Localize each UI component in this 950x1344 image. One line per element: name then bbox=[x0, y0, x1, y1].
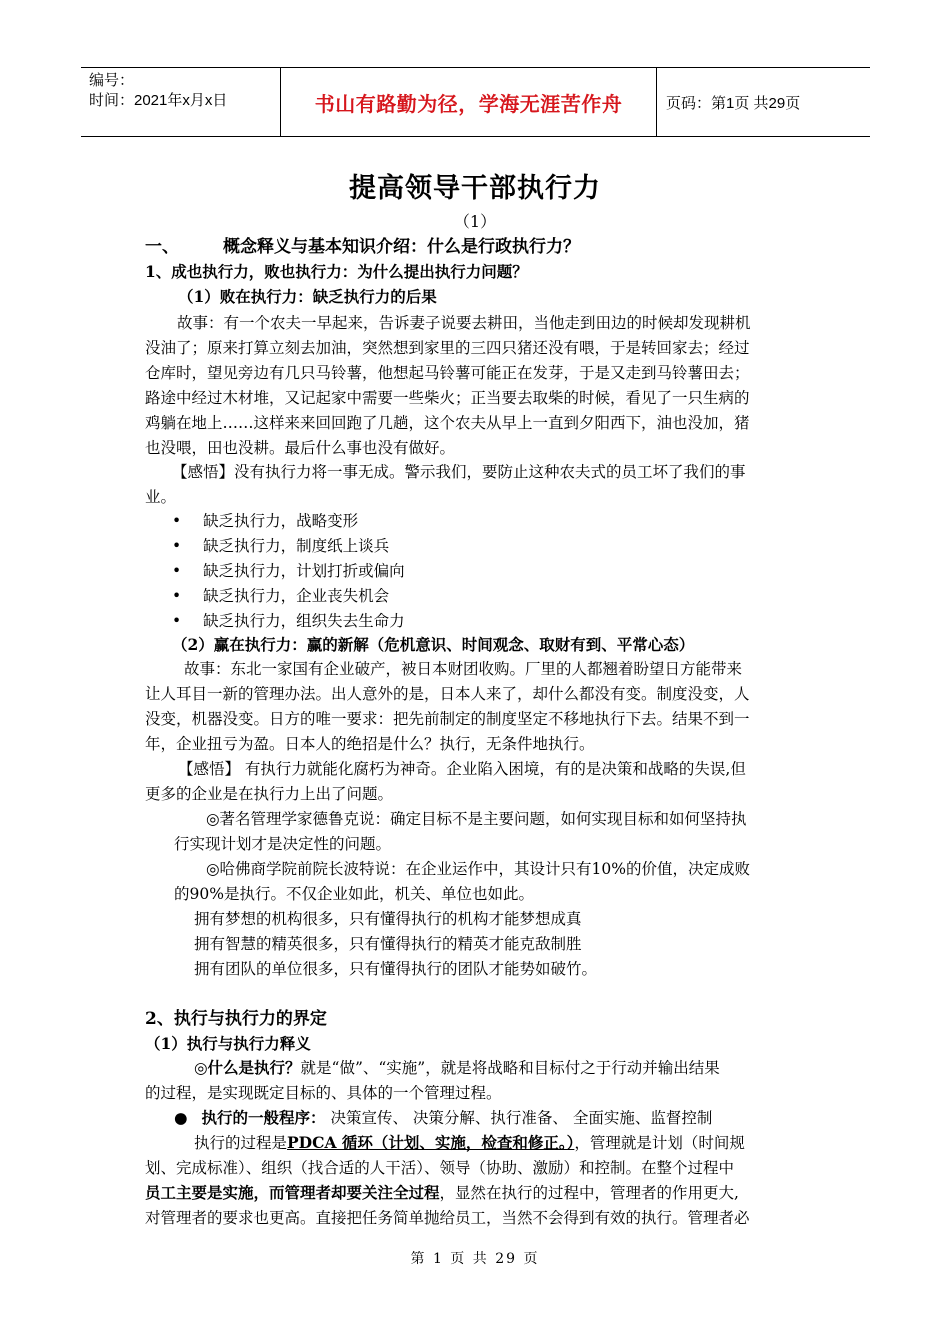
bullet-item: • 缺乏执行力，企业丧失机会 bbox=[172, 587, 390, 605]
header-motto: 书山有路勤为径，学海无涯苦作舟 bbox=[281, 68, 657, 136]
subheading-1-2: （2）赢在执行力：赢的新解（危机意识、时间观念、取财有到、平常心态） bbox=[172, 635, 695, 654]
saying-line: 拥有团队的单位很多，只有懂得执行的团队才能势如破竹。 bbox=[194, 960, 598, 978]
paragraph-line: 员工主要是实施，而管理者却要关注全过程，显然在执行的过程中，管理者的作用更大, bbox=[145, 1183, 739, 1202]
subheading-2-1: （1）执行与执行力释义 bbox=[145, 1034, 311, 1053]
quote-drucker: ◎著名管理学家德鲁克说：确定目标不是主要问题，如何实现目标和如何坚持执 bbox=[206, 810, 747, 828]
story1-line: 路途中经过木材堆，又记起家中需要一些柴火；正当要去取柴的时候，看见了一只生病的 bbox=[145, 389, 750, 407]
bullet-item: • 缺乏执行力，组织失去生命力 bbox=[172, 612, 405, 630]
bullet-icon: • bbox=[172, 562, 182, 580]
bullet-icon: • bbox=[172, 612, 182, 630]
bullet-item: • 缺乏执行力，计划打折或偏向 bbox=[172, 562, 405, 580]
story1-line: 仓库时，望见旁边有几只马铃薯，他想起马铃薯可能正在发芽，于是又走到马铃薯田去； bbox=[145, 364, 750, 382]
definition-bold: ◎什么是执行？ bbox=[194, 1058, 301, 1077]
bullet-icon: ● bbox=[174, 1109, 188, 1127]
story1-line: 也没喂，田也没耕。最后什么事也没有做好。 bbox=[145, 439, 456, 457]
section-2-heading: 2、执行与执行力的界定 bbox=[145, 1009, 327, 1029]
document-time-label: 时间：2021年x月x日 bbox=[89, 92, 228, 109]
subheading-1-1: （1）败在执行力：缺乏执行力的后果 bbox=[178, 287, 437, 306]
story1-line: 鸡躺在地上……这样来来回回跑了几趟，这个农夫从早上一直到夕阳西下，油也没加，猪 bbox=[145, 414, 750, 432]
bullet-icon: • bbox=[172, 512, 182, 530]
subheading-1: 1、成也执行力，败也执行力：为什么提出执行力问题？ bbox=[145, 262, 528, 281]
header-table bbox=[81, 67, 870, 137]
bullet-icon: • bbox=[172, 537, 182, 555]
paragraph-line: 对管理者的要求也更高。直接把任务简单抛给员工，当然不会得到有效的执行。管理者必 bbox=[145, 1209, 750, 1227]
definition-line: ◎什么是执行？就是“做”、“实施”，就是将战略和目标付之于行动并输出结果 bbox=[194, 1058, 720, 1077]
emphasis-text: 员工主要是实施，而管理者却要关注全过程 bbox=[145, 1183, 440, 1202]
bullet-item: • 缺乏执行力，制度纸上谈兵 bbox=[172, 537, 390, 555]
insight2-line: 【感悟】 有执行力就能化腐朽为神奇。企业陷入困境，有的是决策和战略的失误,但 bbox=[178, 760, 746, 778]
insight2-line: 更多的企业是在执行力上出了问题。 bbox=[145, 785, 394, 803]
document-subtitle: （1） bbox=[453, 212, 497, 231]
bullet-icon: • bbox=[172, 587, 182, 605]
insight1-line: 【感悟】没有执行力将一事无成。警示我们，要防止这种农夫式的员工坏了我们的事 bbox=[172, 463, 746, 481]
section-1-title: 概念释义与基本知识介绍：什么是行政执行力？ bbox=[223, 237, 580, 257]
definition-line: 的过程，是实现既定目标的、具体的一个管理过程。 bbox=[145, 1084, 502, 1102]
header-meta-cell bbox=[81, 68, 281, 136]
saying-line: 拥有梦想的机构很多，只有懂得执行的机构才能梦想成真 bbox=[194, 910, 582, 928]
story2-line: 没变，机器没变。日方的唯一要求：把先前制定的制度坚定不移地执行下去。结果不到一 bbox=[145, 710, 750, 728]
story1-line: 故事：有一个农夫一早起来，告诉妻子说要去耕田，当他走到田边的时候却发现耕机 bbox=[177, 314, 751, 332]
document-title: 提高领导干部执行力 bbox=[349, 173, 601, 204]
procedure-line: ● 执行的一般程序： 决策宣传、 决策分解、执行准备、 全面实施、监督控制 bbox=[174, 1108, 713, 1127]
story2-line: 年，企业扭亏为盈。日本人的绝招是什么？执行，无条件地执行。 bbox=[145, 735, 595, 753]
story2-line: 让人耳目一新的管理办法。出人意外的是，日本人来了，却什么都没有变。制度没变，人 bbox=[145, 685, 750, 703]
story2-line: 故事：东北一家国有企业破产，被日本财团收购。厂里的人都翘着盼望日方能带来 bbox=[184, 660, 743, 678]
quote-porter: ◎哈佛商学院前院长波特说：在企业运作中，其设计只有10%的价值，决定成败 bbox=[206, 860, 750, 878]
header-page-code: 页码：第1页 共29页 bbox=[666, 94, 801, 112]
insight1-line: 业。 bbox=[145, 488, 177, 506]
document-number-label: 编号： bbox=[89, 72, 135, 89]
page-footer: 第 1 页 共 29 页 bbox=[410, 1251, 540, 1267]
section-1-heading bbox=[145, 237, 580, 257]
section-1-number: 一、 bbox=[145, 237, 179, 257]
pdca-highlight: PDCA 循环（计划、实施，检查和修正。） bbox=[287, 1133, 575, 1152]
story1-line: 没油了；原来打算立刻去加油，突然想到家里的三四只猪还没有喂，于是转回家去；经过 bbox=[145, 339, 750, 357]
bullet-item: • 缺乏执行力，战略变形 bbox=[172, 512, 359, 530]
pdca-line: 执行的过程是PDCA 循环（计划、实施，检查和修正。），管理就是计划（时间规 bbox=[194, 1133, 745, 1152]
paragraph-line: 划、完成标准）、组织（找合适的人干活）、领导（协助、激励）和控制。在整个过程中 bbox=[145, 1159, 735, 1177]
saying-line: 拥有智慧的精英很多，只有懂得执行的精英才能克敌制胜 bbox=[194, 935, 582, 953]
quote-porter: 的90%是执行。不仅企业如此，机关、单位也如此。 bbox=[174, 885, 534, 903]
quote-drucker: 行实现计划才是决定性的问题。 bbox=[174, 835, 392, 853]
